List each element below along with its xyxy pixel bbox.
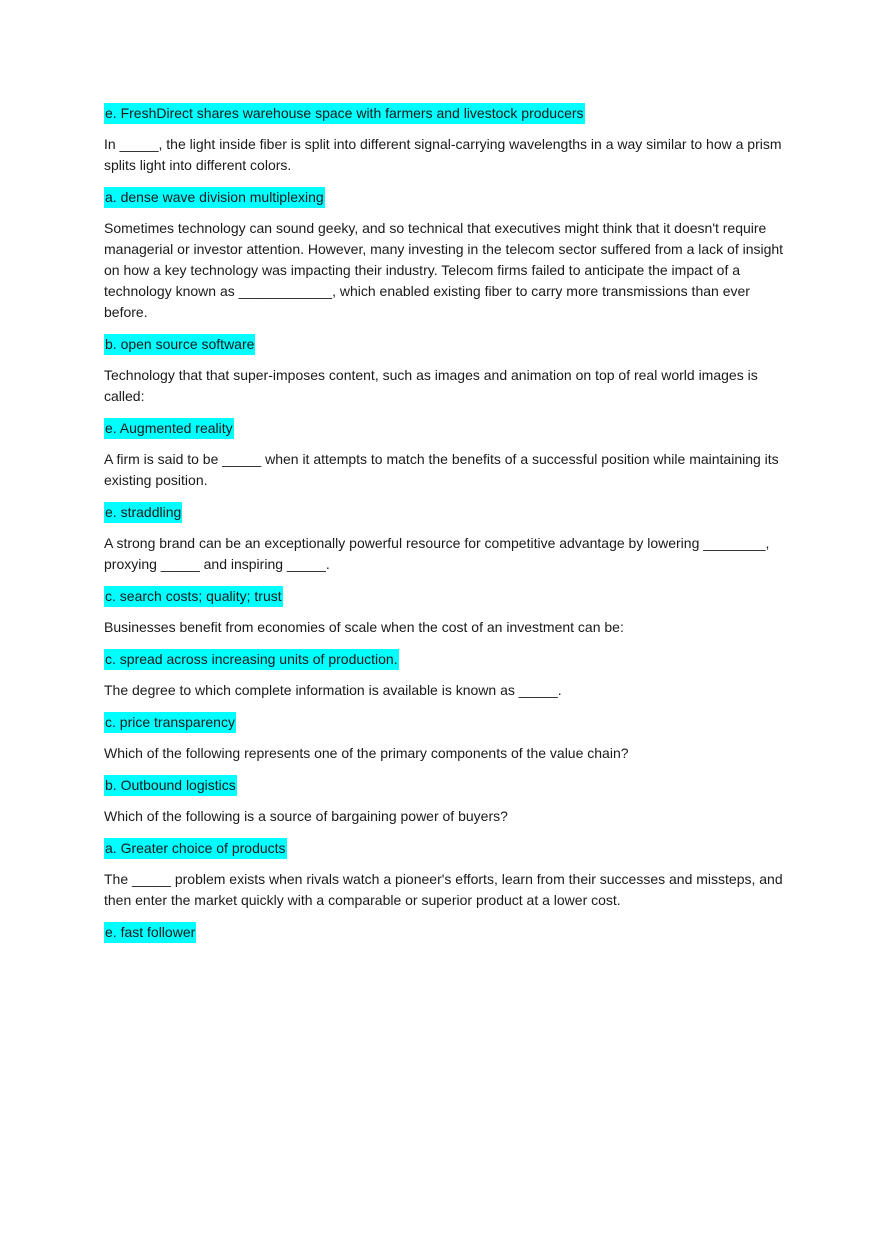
question-text: Which of the following represents one of the primary components of the value chain?	[104, 745, 629, 761]
question-text: Which of the following is a source of bargaining power of buyers?	[104, 808, 508, 824]
answer-highlight: a. Greater choice of products	[104, 838, 287, 859]
question-text: A strong brand can be an exceptionally powerful resource for competitive advantage by lowering ________, proxying _____ and inspiring _____.	[104, 535, 770, 572]
answer-highlight: e. FreshDirect shares warehouse space with farmers and livestock producers	[104, 103, 585, 124]
answer-block	[104, 838, 784, 859]
answer-highlight: a. dense wave division multiplexing	[104, 187, 325, 208]
answer-block	[104, 418, 784, 439]
answer-block	[104, 586, 784, 607]
answer-block	[104, 502, 784, 523]
question-text: In _____, the light inside fiber is split into different signal-carrying wavelengths in a way similar to how a prism splits light into different colors.	[104, 136, 782, 173]
question-text: Technology that that super-imposes content, such as images and animation on top of real world images is called:	[104, 367, 758, 404]
answer-highlight: e. fast follower	[104, 922, 196, 943]
answer-highlight: b. Outbound logistics	[104, 775, 237, 796]
answer-block	[104, 775, 784, 796]
answer-block	[104, 103, 784, 124]
answer-highlight: c. search costs; quality; trust	[104, 586, 283, 607]
question-text: The degree to which complete information is available is known as _____.	[104, 682, 562, 698]
answer-highlight: e. straddling	[104, 502, 182, 523]
answer-highlight: c. spread across increasing units of production.	[104, 649, 399, 670]
answer-block	[104, 649, 784, 670]
answer-highlight: e. Augmented reality	[104, 418, 234, 439]
answer-block	[104, 922, 784, 943]
answer-block	[104, 712, 784, 733]
document-content	[104, 103, 784, 953]
answer-highlight: b. open source software	[104, 334, 255, 355]
answer-block	[104, 187, 784, 208]
answer-highlight: c. price transparency	[104, 712, 236, 733]
answer-block	[104, 334, 784, 355]
question-text: The _____ problem exists when rivals watch a pioneer's efforts, learn from their successes and missteps, and then enter the market quickly with a comparable or superior product at a lower cost.	[104, 871, 783, 908]
question-text: A firm is said to be _____ when it attempts to match the benefits of a successful position while maintaining its existing position.	[104, 451, 779, 488]
question-text: Sometimes technology can sound geeky, and so technical that executives might think that it doesn't require managerial or investor attention. However, many investing in the telecom sector suffered from a lack of insight on how a key technology was impacting their industry. Telecom firms failed to anticipate the impact of a technology known as ____________, which enabled existing fiber to carry more transmissions than ever before.	[104, 220, 784, 320]
question-text: Businesses benefit from economies of scale when the cost of an investment can be:	[104, 619, 624, 635]
